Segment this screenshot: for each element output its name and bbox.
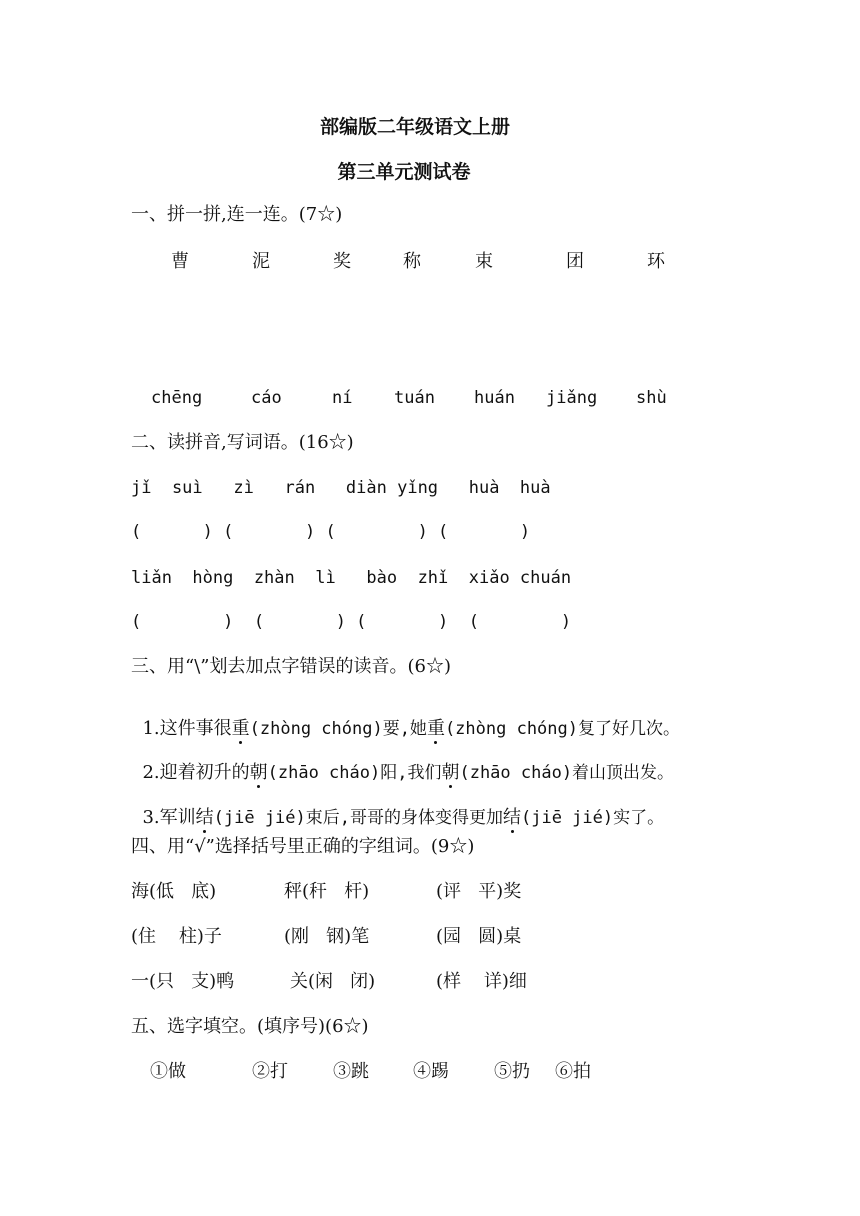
q5-option: ③跳: [333, 1061, 369, 1082]
q1-char: 团: [566, 251, 584, 272]
dotted-char: 结: [503, 807, 521, 828]
q2-blank-row-2: ( ) ( ) ( ) ( ): [131, 612, 572, 632]
sentence-text: (zhāo cháo)着山顶出发。: [459, 763, 675, 783]
q1-pinyin: jiǎng: [546, 388, 598, 408]
q1-char: 束: [475, 251, 493, 272]
q4-item: (刚 钢)笔: [284, 926, 370, 947]
q4-item: (样 详)细: [436, 971, 527, 992]
q1-char: 曹: [171, 251, 189, 272]
q4-item: 海(低 底): [131, 881, 217, 902]
q4-heading: 四、用“√”选择括号里正确的字组词。(9☆): [131, 836, 475, 857]
sentence-text: 1.这件事很: [142, 718, 232, 739]
sentence-text: (zhòng chóng)复了好几次。: [444, 719, 680, 739]
q1-pinyin: shù: [636, 388, 667, 408]
document-subtitle: 第三单元测试卷: [337, 161, 471, 183]
q4-item: (住 柱)子: [131, 926, 222, 947]
sentence-text: (zhòng chóng)要,她: [249, 719, 427, 739]
q1-char: 称: [403, 251, 421, 272]
q3-sentence-1: [131, 702, 680, 738]
q4-item: 秤(秆 杆): [284, 881, 370, 902]
document-title: 部编版二年级语文上册: [319, 116, 510, 138]
q1-char: 奖: [333, 251, 351, 272]
q5-option: ⑥拍: [555, 1061, 591, 1082]
dotted-char: 朝: [249, 762, 268, 783]
q3-heading: 三、用“\”划去加点字错误的读音。(6☆): [131, 656, 451, 677]
q5-option: ⑤扔: [494, 1061, 530, 1082]
sentence-text: 2.迎着初升的: [142, 762, 250, 783]
q2-pinyin-row-1: jǐ suì zì rán diàn yǐng huà huà: [131, 478, 551, 498]
q3-sentence-2: [131, 746, 674, 782]
q3-sentence-3: [131, 791, 664, 827]
sentence-text: 3.军训: [142, 807, 196, 828]
q1-pinyin: ní: [332, 388, 353, 408]
q5-option: ②打: [252, 1061, 288, 1082]
sentence-text: (jiē jié)束后,哥哥的身体变得更加: [213, 808, 503, 828]
q2-heading: 二、读拼音,写词语。(16☆): [131, 432, 354, 453]
q1-pinyin: chēng: [151, 388, 203, 408]
q1-pinyin: huán: [474, 388, 515, 408]
dotted-char: 重: [426, 718, 445, 739]
dotted-char: 重: [231, 718, 250, 739]
q1-pinyin: tuán: [394, 388, 435, 408]
q5-option: ①做: [150, 1061, 186, 1082]
q4-item: 一(只 支)鸭: [131, 971, 235, 992]
q1-char: 泥: [252, 251, 270, 272]
q2-pinyin-row-2: liǎn hòng zhàn lì bào zhǐ xiǎo chuán: [131, 568, 572, 588]
sentence-text: (jiē jié)实了。: [521, 808, 665, 828]
q1-heading: 一、拼一拼,连一连。(7☆): [131, 204, 343, 225]
dotted-char: 朝: [441, 762, 460, 783]
q1-char: 环: [647, 251, 665, 272]
q4-item: (评 平)奖: [436, 881, 522, 902]
q5-heading: 五、选字填空。(填序号)(6☆): [131, 1016, 369, 1037]
sentence-text: (zhāo cháo)阳,我们: [267, 763, 442, 783]
dotted-char: 结: [195, 807, 214, 828]
q5-option: ④踢: [413, 1061, 449, 1082]
q4-item: 关(闲 闭): [290, 971, 376, 992]
q1-pinyin: cáo: [251, 388, 282, 408]
q4-item: (园 圆)桌: [436, 926, 522, 947]
q2-blank-row-1: ( ) ( ) ( ) ( ): [131, 522, 531, 542]
